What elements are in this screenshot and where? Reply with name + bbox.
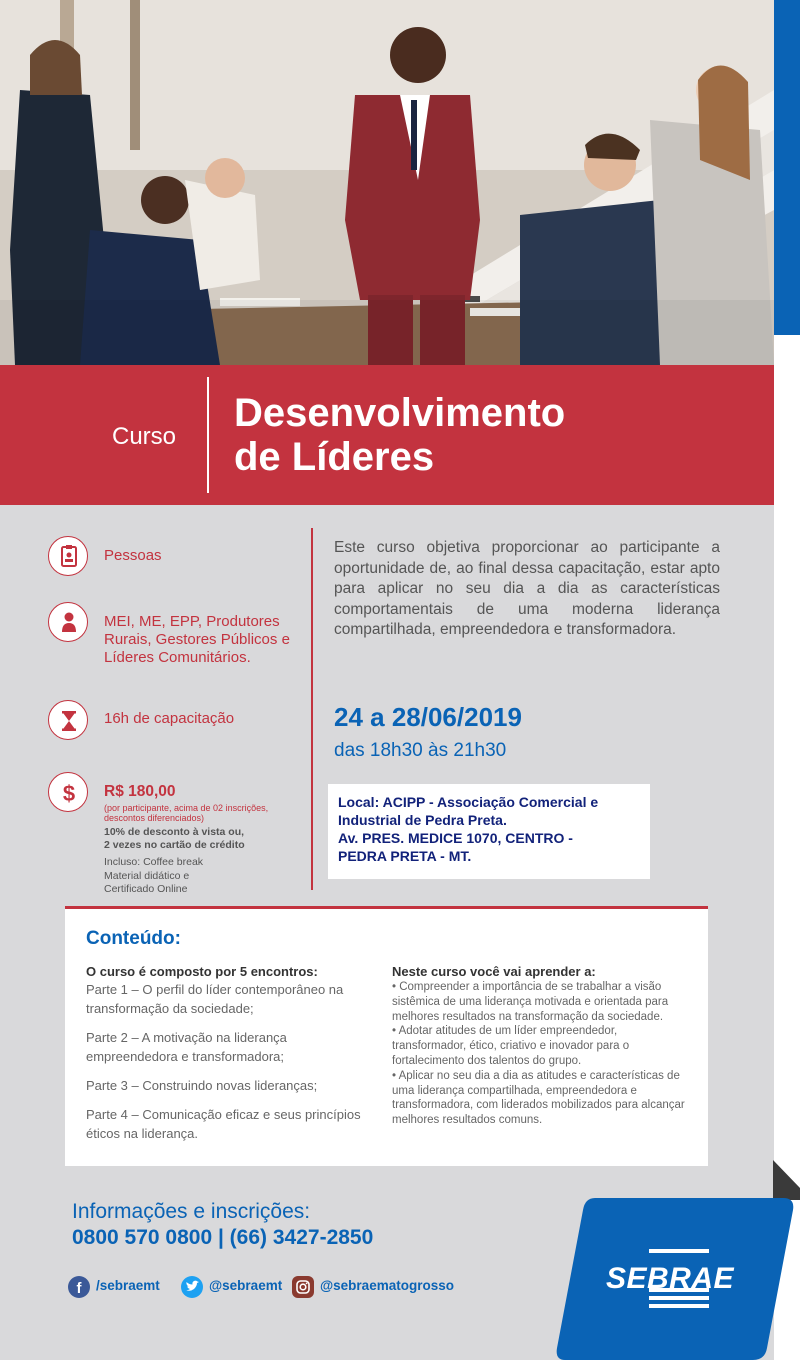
instagram-icon — [292, 1276, 314, 1298]
feature-audience-text: Pessoas — [104, 547, 162, 564]
price-block — [104, 783, 304, 897]
twitter-handle: @sebraemt — [209, 1278, 283, 1293]
location-line4: PEDRA PRETA - MT. — [338, 848, 472, 864]
hourglass-icon — [48, 700, 88, 740]
price-note: (por participante, acima de 02 inscrições, descontos diferenciados) — [104, 803, 269, 823]
part-item: Parte 1 – O perfil do líder contemporâneo na transformação da sociedade; — [86, 982, 344, 1016]
sebrae-logo — [555, 1160, 800, 1360]
instagram-handle: @sebraematogrosso — [320, 1278, 454, 1293]
part-item: Parte 3 – Construindo novas lideranças; — [86, 1078, 318, 1093]
part-item: Parte 2 – A motivação na liderança empreendedora e transformadora; — [86, 1030, 287, 1064]
price-included-line3: Certificado Online — [104, 883, 188, 895]
blue-accent-bar — [774, 0, 800, 335]
goal-item: • Compreender a importância de se trabalhar a visão sistêmica de uma liderança motivada e orientada para melhores resultados na transformação da sociedade. — [392, 981, 669, 1023]
content-title: Conteúdo: — [86, 928, 181, 949]
course-dates: 24 a 28/06/2019 — [334, 702, 522, 732]
content-parts — [86, 963, 371, 1153]
contact-phone[interactable]: 0800 570 0800 | (66) 3427-2850 — [72, 1226, 374, 1249]
price-included — [104, 856, 304, 897]
hero-photo — [0, 0, 774, 365]
feature-public-text: MEI, ME, EPP, Produtores Rurais, Gestores Públicos e Líderes Comunitários. — [104, 613, 290, 666]
feature-duration-text: 16h de capacitação — [104, 710, 235, 727]
location-line3: Av. PRES. MEDICE 1070, CENTRO - — [338, 830, 573, 846]
course-hours: das 18h30 às 21h30 — [334, 740, 507, 761]
goals-heading: Neste curso você vai aprender a: — [392, 964, 596, 979]
location-box — [328, 784, 650, 879]
svg-text:f: f — [76, 1280, 82, 1297]
contact-title: Informações e inscrições: — [72, 1200, 311, 1223]
twitter-icon — [181, 1276, 203, 1298]
banner-divider — [207, 377, 209, 493]
goal-item: • Aplicar no seu dia a dia as atitudes e características de uma liderança compartilhada, empreendedora e transformadora, com liderados mobilizados para alcançar melhores resultados comuns. — [392, 1069, 685, 1127]
facebook-handle: /sebraemt — [96, 1278, 160, 1293]
title-banner — [0, 365, 774, 505]
parts-heading: O curso é composto por 5 encontros: — [86, 964, 318, 979]
price-discount — [104, 826, 304, 852]
price-discount-line1: 10% de desconto à vista ou, — [104, 826, 245, 838]
hero-illustration — [0, 0, 774, 365]
facebook-icon — [68, 1276, 90, 1298]
price-included-line1: Incluso: Coffee break — [104, 856, 204, 868]
price-discount-line2: 2 vezes no cartão de crédito — [104, 839, 245, 851]
course-kicker: Curso — [112, 423, 177, 450]
dollar-icon — [48, 772, 88, 812]
person-icon — [48, 602, 88, 642]
svg-text:$: $ — [62, 781, 76, 806]
id-badge-icon — [48, 536, 88, 576]
sebrae-wordmark: SEBRAE — [606, 1262, 735, 1295]
content-card — [65, 906, 708, 1166]
course-title-line1: Desenvolvimento — [234, 391, 566, 435]
course-title-line2: de Líderes — [234, 435, 435, 479]
price-included-line2: Material didático e — [104, 869, 190, 882]
goal-item: • Adotar atitudes de um líder empreendedor, transformador, ético, criativo e inovador para o fortalecimento dos talentos do grupo. — [392, 1025, 630, 1067]
column-divider — [311, 528, 313, 890]
course-description: Este curso objetiva proporcionar ao participante a oportunidade de, ao final dessa capacitação, estar apto para aplicar no seu dia a dia as características comportamentais de uma moderna liderança compartilhada, empreendedora e transformadora. — [334, 539, 720, 638]
location-line1: Local: ACIPP - Associação Comercial e — [338, 794, 599, 810]
course-title — [234, 391, 565, 479]
right-strip — [774, 0, 800, 1360]
part-item: Parte 4 – Comunicação eficaz e seus princípios éticos na liderança. — [86, 1107, 361, 1141]
location-line2: Industrial de Pedra Preta. — [338, 812, 507, 828]
price-amount: R$ 180,00 — [104, 783, 176, 800]
learning-goals — [392, 963, 687, 1128]
